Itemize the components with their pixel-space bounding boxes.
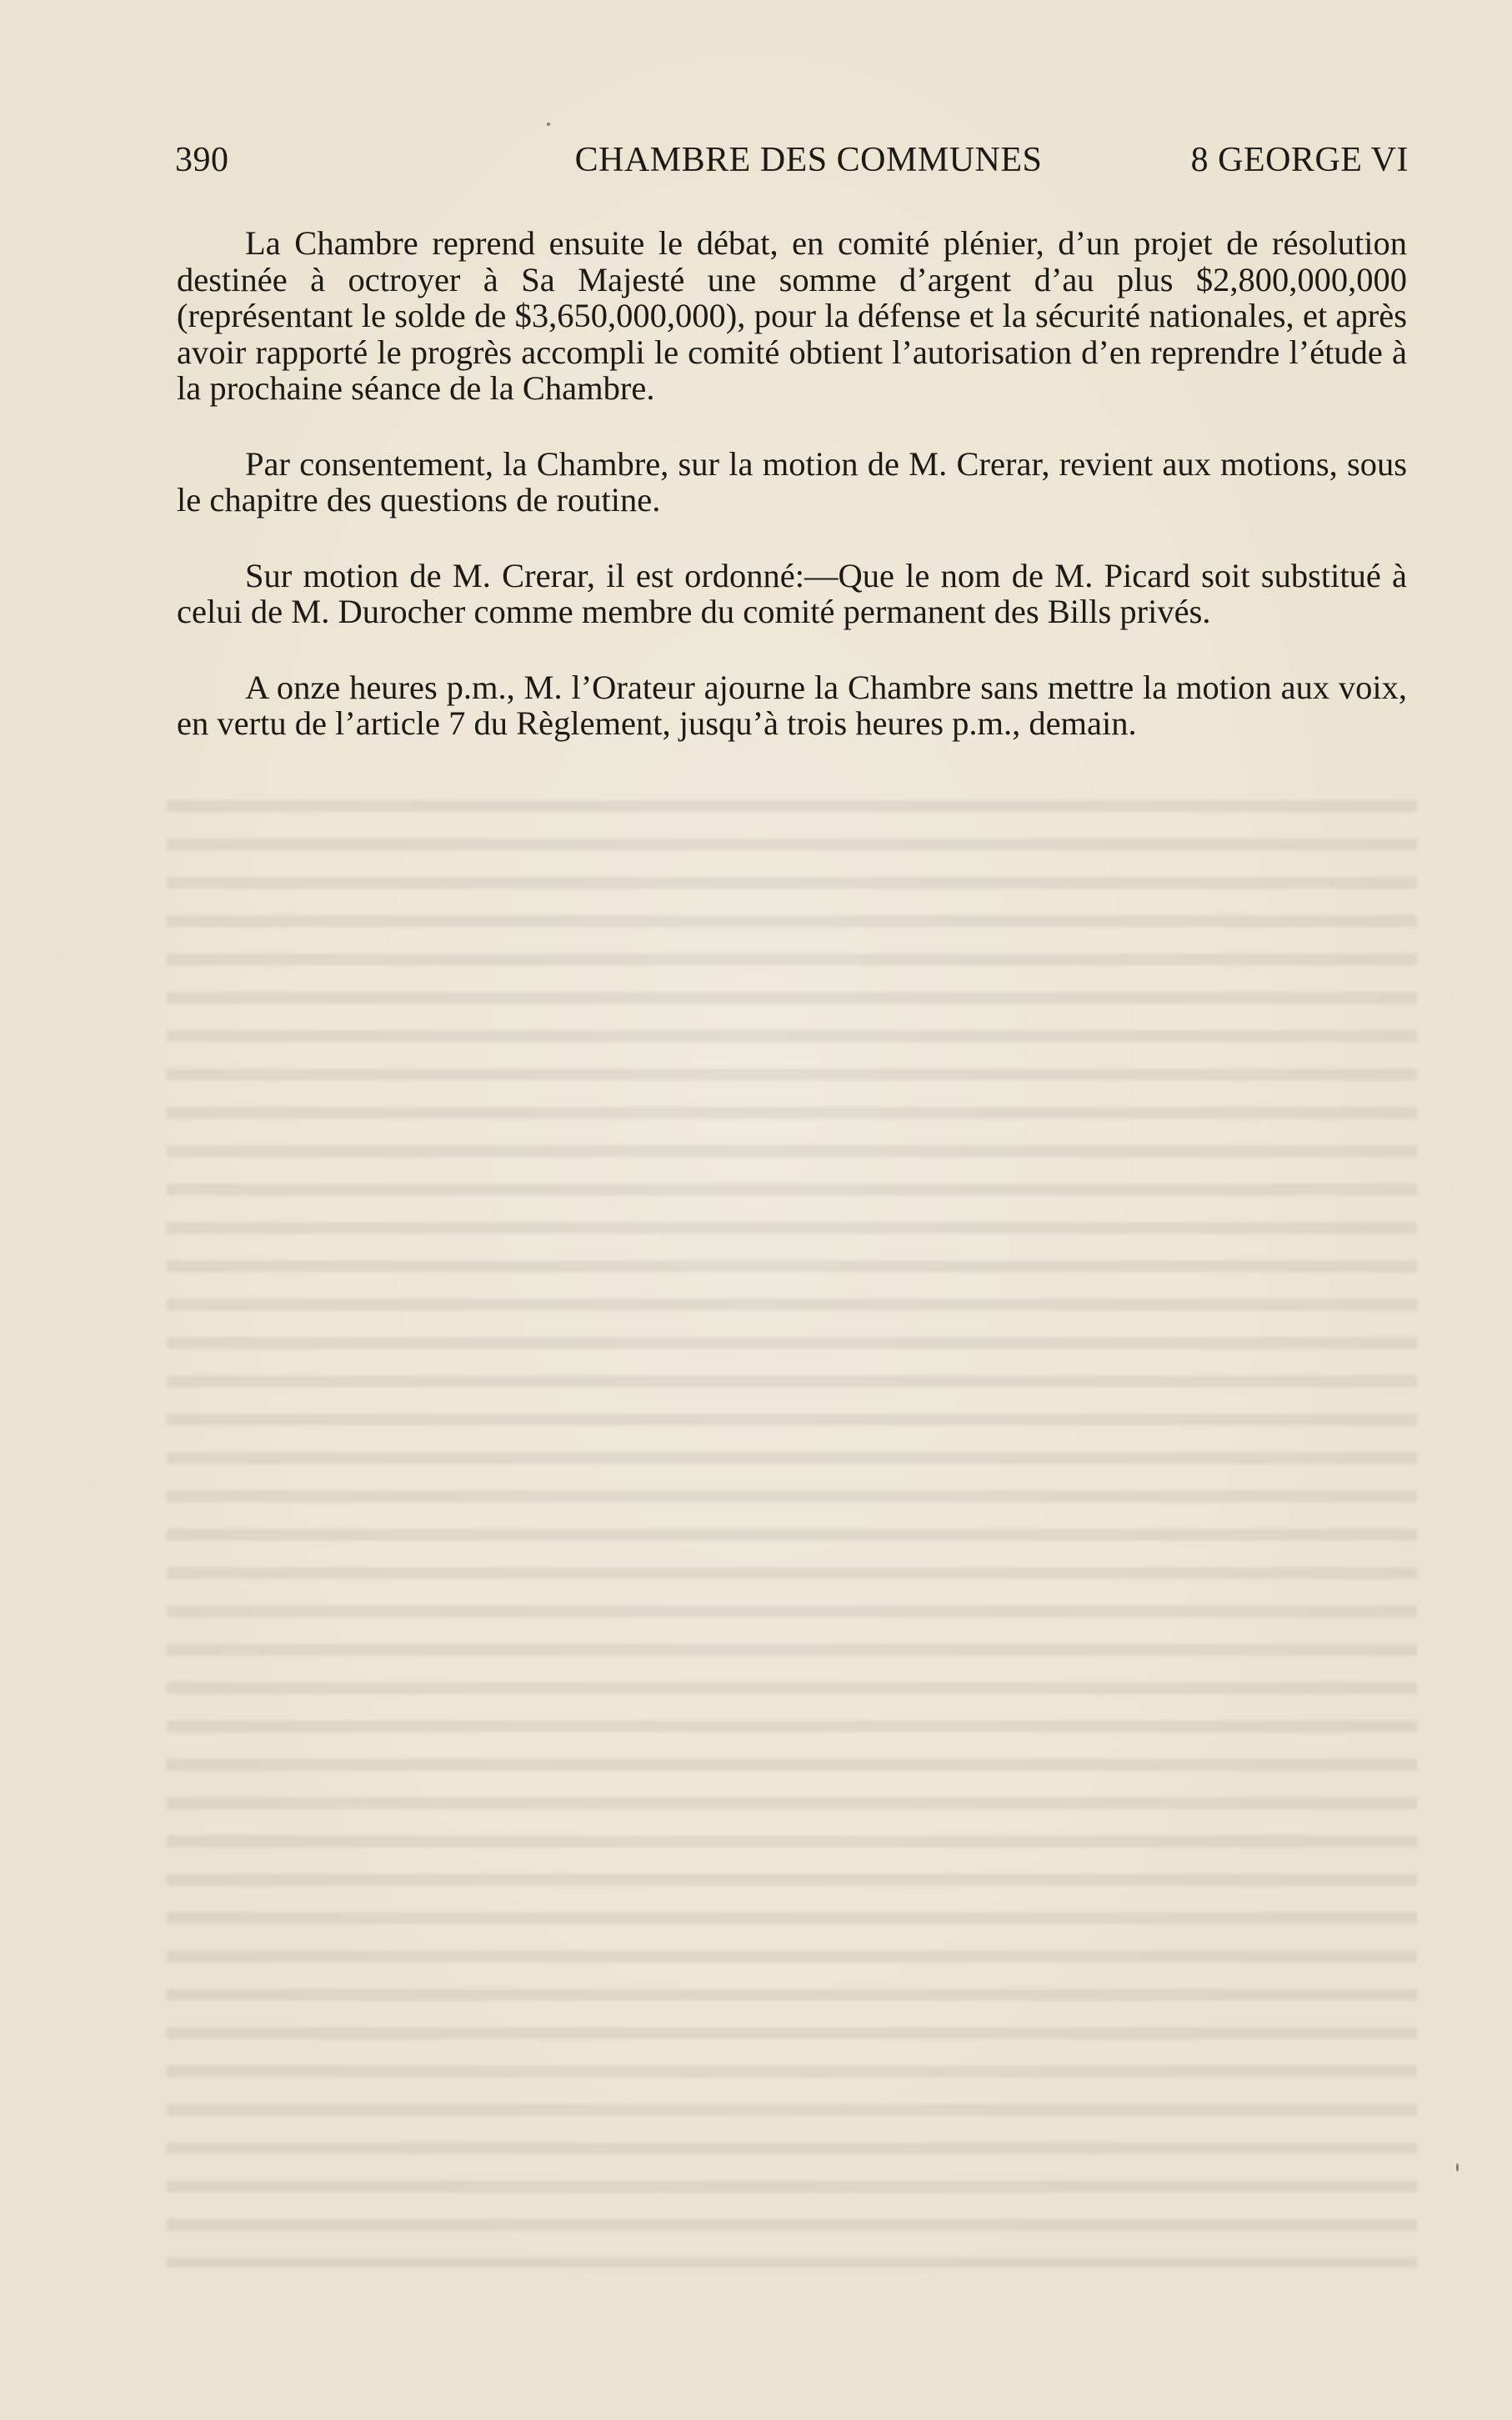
paper-speck [1456, 2163, 1459, 2172]
paragraph-adjournment: A onze heures p.m., M. l’Orateur ajourne la Chambre sans mettre la motion aux voix, en vertu de l’article 7 du Règlement, jusqu’à trois heures p.m., demain. [177, 668, 1407, 742]
body-text [177, 225, 1407, 781]
regnal-year: 8 GEORGE VI [1190, 141, 1409, 179]
show-through-text [167, 800, 1417, 2267]
running-title: CHAMBRE DES COMMUNES [574, 141, 1043, 179]
page-number: 390 [175, 141, 229, 179]
paragraph-committee-debate: La Chambre reprend ensuite le débat, en comité plénier, d’un projet de résolution destinée à octroyer à Sa Majesté une somme d’argent d’au plus $2,800,000,000 (représentant le solde de $3,650,000,000), pour la défense et la sécurité nationales, et après avoir rapporté le progrès accompli le comité obtient l’autorisation d’en reprendre l’étude à la prochaine séance de la Chambre. [177, 224, 1407, 407]
paragraph-committee-substitution: Sur motion de M. Crerar, il est ordonné:—Que le nom de M. Picard soit substitué à celui de M. Durocher comme membre du comité permanent des Bills privés. [177, 556, 1407, 630]
paragraph-revert-to-motions: Par consentement, la Chambre, sur la motion de M. Crerar, revient aux motions, sous le chapitre des questions de routine. [177, 444, 1407, 519]
paper-speck [547, 123, 550, 126]
page-header [175, 140, 1409, 190]
